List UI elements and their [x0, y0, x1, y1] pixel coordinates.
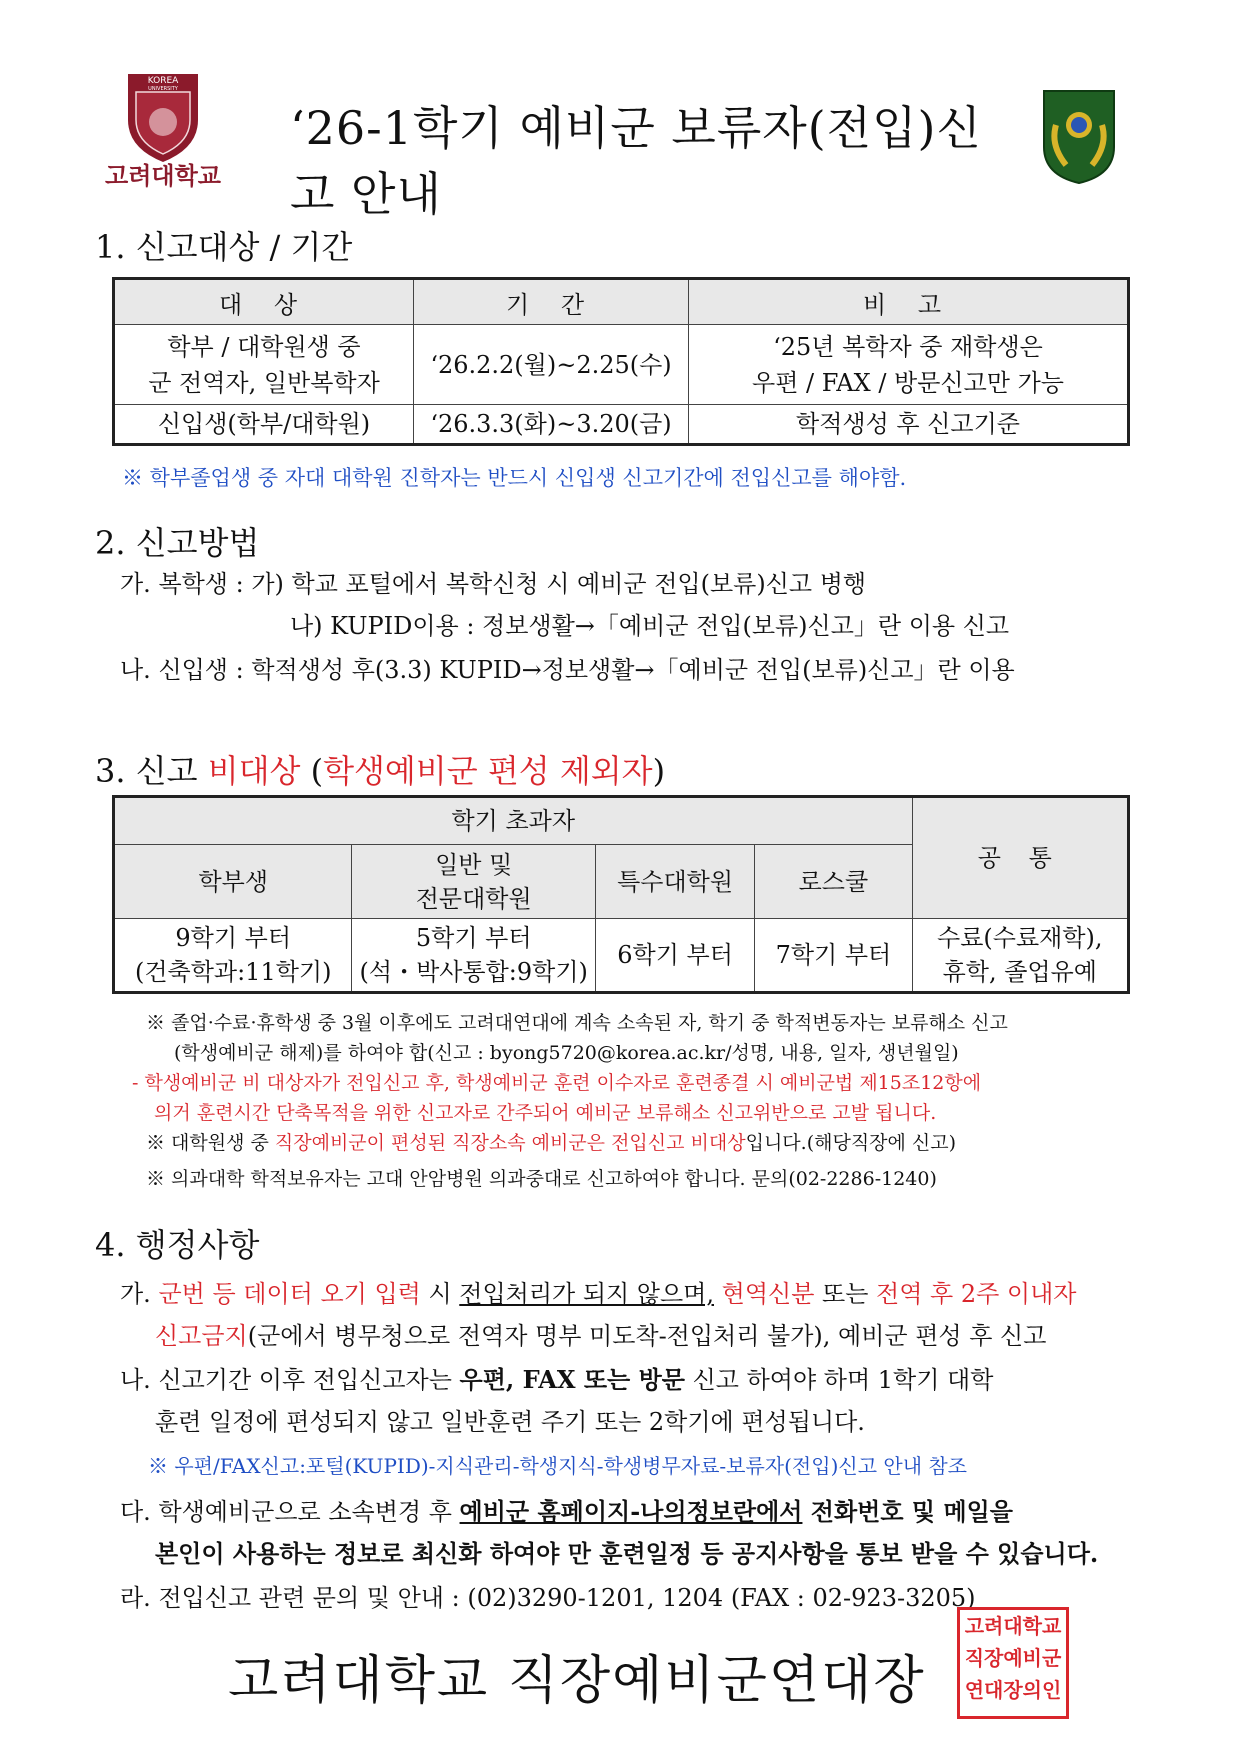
note-highlight: 직장예비군이 편성된 직장소속 예비군은 전입신고 비대상 [274, 1132, 746, 1154]
page-title: ‘26-1학기 예비군 보류자(전입)신고 안내 [290, 101, 982, 221]
item-text: 또는 [814, 1280, 877, 1308]
signature: 고려대학교 직장예비군연대장 [228, 1651, 926, 1711]
item-text [714, 1280, 722, 1308]
table-cell-period: ‘26.3.3(화)~3.20(금) [414, 405, 689, 445]
section1-footnote: ※ 학부졸업생 중 자대 대학원 진학자는 반드시 신입생 신고기간에 전입신고를 해야함. [122, 466, 907, 490]
heading-text: ) [652, 752, 666, 790]
admin-item-a-cont [155, 1316, 1046, 1351]
cell-text: 9학기 부터 [175, 924, 292, 952]
section3-heading [95, 746, 665, 792]
cell-text: (건축학과:11학기) [135, 958, 332, 986]
heading-text: ( [300, 752, 324, 790]
table-cell [352, 919, 595, 993]
table-header-special-grad: 특수대학원 [595, 845, 754, 919]
section2-heading: 2. 신고방법 [95, 524, 260, 562]
section1-heading: 1. 신고대상 / 기간 [95, 228, 353, 266]
table-row [114, 405, 1129, 445]
table-header-target: 대 상 [114, 279, 414, 325]
reporting-period-table [112, 277, 1130, 446]
table-cell-target [114, 325, 414, 405]
reserve-emblem-icon [1036, 85, 1122, 185]
section4-heading: 4. 행정사항 [95, 1226, 260, 1264]
exclusion-note-1b: (학생예비군 해제)를 하여야 합(신고 : byong5720@korea.ac.kr/성명, 내용, 일자, 생년월일) [174, 1042, 959, 1064]
admin-item-c-cont: 본인이 사용하는 정보로 최신화 하여야 만 훈련일정 등 공지사항을 통보 받을 수 있습니다. [155, 1539, 1099, 1568]
cell-text: 학부 / 대학원생 중 [167, 332, 361, 361]
table-header-law-school: 로스쿨 [755, 845, 912, 919]
logo-en-text: KOREA [147, 76, 179, 86]
cell-text: (석・박사통합:9학기) [359, 958, 588, 986]
admin-item-b [120, 1360, 993, 1395]
admin-item-b-cont: 훈련 일정에 편성되지 않고 일반훈련 주기 또는 2학기에 편성됩니다. [155, 1408, 865, 1436]
table-cell-note [689, 325, 1129, 405]
admin-item-a [120, 1274, 1076, 1309]
cell-text: 5학기 부터 [415, 924, 532, 952]
table-header-period: 기 간 [414, 279, 689, 325]
cell-text: ‘25년 복학자 중 재학생은 [773, 332, 1043, 361]
cell-text: 군 전역자, 일반복학자 [148, 368, 380, 397]
cell-text: 휴학, 졸업유예 [942, 958, 1097, 986]
exclusion-note-2b: 의거 훈련시간 단축목적을 위한 신고자로 간주되어 예비군 보류해소 신고위반으로 고발 됩니다. [154, 1102, 937, 1124]
cell-text: 우편 / FAX / 방문신고만 가능 [752, 368, 1064, 397]
item-text: 다. 학생예비군으로 소속변경 후 [120, 1498, 460, 1526]
admin-item-d: 라. 전입신고 관련 문의 및 안내 : (02)3290-1201, 1204 (FAX : 02-923-3205) [120, 1584, 976, 1612]
seal-text: 직장예비군 [964, 1646, 1062, 1670]
table-header-note: 비 고 [689, 279, 1129, 325]
table-cell-period: ‘26.2.2(월)~2.25(수) [414, 325, 689, 405]
table-cell: 6학기 부터 [595, 919, 754, 993]
item-text: 나. 신고기간 이후 전입신고자는 [120, 1366, 460, 1394]
item-highlight: 현역신분 [721, 1280, 815, 1308]
heading-text: 3. 신고 [95, 752, 208, 790]
note-text: ※ 대학원생 중 [146, 1132, 275, 1154]
exclusion-note-3 [146, 1128, 956, 1155]
table-header-undergrad: 학부생 [114, 845, 352, 919]
item-text: 시 [420, 1280, 460, 1308]
item-bold: 우편, FAX 또는 방문 [459, 1365, 685, 1394]
reserve-forces-emblem [1036, 85, 1122, 185]
cell-text: 수료(수료재학), [937, 924, 1103, 952]
exclusion-table [112, 795, 1130, 994]
item-text: 가. [120, 1280, 159, 1308]
logo-ko-text: 고려대학교 [105, 162, 221, 190]
exclusion-note-2a: - 학생예비군 비 대상자가 전입신고 후, 학생예비군 훈련 이수자로 훈련종결 시 예비군법 제15조12항에 [132, 1072, 982, 1094]
table-header-graduate [352, 845, 595, 919]
item-bold: 전화번호 및 메일을 [802, 1497, 1013, 1526]
item-text: 신고 하여야 하며 1학기 대학 [684, 1366, 994, 1394]
item-underline: 예비군 홈페이지-나의정보란에서 [459, 1497, 803, 1526]
header-text: 전문대학원 [415, 884, 532, 913]
method-kupid: 나) KUPID이용 : 정보생활→「예비군 전입(보류)신고」란 이용 신고 [290, 612, 1010, 640]
korea-university-logo [88, 70, 238, 190]
note-text: 입니다.(해당직장에 신고) [745, 1132, 957, 1154]
table-row [114, 325, 1129, 405]
item-highlight: 전역 후 2주 이내자 [876, 1280, 1077, 1308]
heading-highlight: 비대상 [207, 752, 301, 790]
seal-text: 연대장의인 [964, 1678, 1062, 1702]
table-cell-note: 학적생성 후 신고기준 [689, 405, 1129, 445]
exclusion-note-1a: ※ 졸업·수료·휴학생 중 3월 이후에도 고려대연대에 계속 소속된 자, 학기 중 학적변동자는 보류해소 신고 [146, 1012, 1008, 1034]
admin-item-b-note: ※ 우편/FAX신고:포털(KUPID)-지식관리-학생지식-학생병무자료-보류자(전입)신고 안내 참조 [148, 1454, 968, 1478]
logo-sub-text: UNIVERSITY [148, 86, 178, 92]
item-highlight: 신고금지 [155, 1322, 248, 1350]
item-underline: 전입처리가 되지 않으며, [459, 1280, 714, 1308]
header-text: 일반 및 [435, 850, 513, 879]
table-row [114, 919, 1129, 993]
table-cell: 7학기 부터 [755, 919, 912, 993]
official-seal [957, 1607, 1069, 1719]
admin-item-c [120, 1492, 1013, 1527]
heading-highlight: 학생예비군 편성 제외자 [323, 752, 653, 790]
table-cell-target: 신입생(학부/대학원) [114, 405, 414, 445]
table-header-excess-semester: 학기 초과자 [114, 797, 913, 845]
table-header-common: 공 통 [912, 797, 1128, 919]
method-returning-student: 가. 복학생 : 가) 학교 포털에서 복학신청 시 예비군 전입(보류)신고 병행 [120, 570, 867, 598]
method-new-student: 나. 신입생 : 학적생성 후(3.3) KUPID→정보생활→「예비군 전입(보류)신고」란 이용 [120, 656, 1015, 684]
exclusion-note-4: ※ 의과대학 학적보유자는 고대 안암병원 의과중대로 신고하여야 합니다. 문의(02-2286-1240) [146, 1168, 937, 1190]
table-cell [912, 919, 1128, 993]
item-text: (군에서 병무청으로 전역자 명부 미도착-전입처리 불가), 예비군 편성 후 신고 [247, 1322, 1047, 1350]
table-cell [114, 919, 352, 993]
seal-text: 고려대학교 [964, 1614, 1062, 1638]
item-highlight: 군번 등 데이터 오기 입력 [158, 1280, 421, 1308]
